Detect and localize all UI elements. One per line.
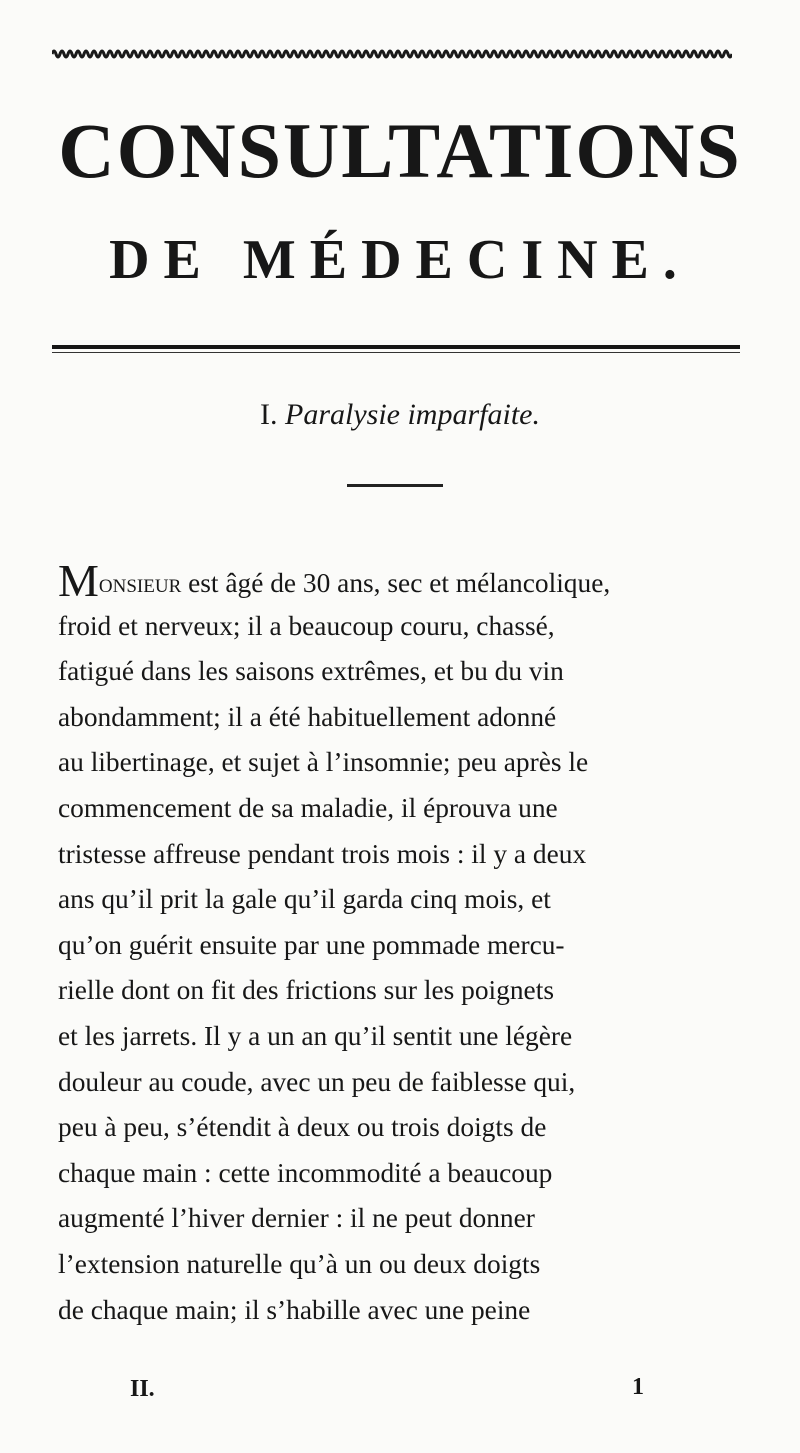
drop-cap: M <box>58 555 99 606</box>
wavy-ornamental-rule <box>52 44 732 64</box>
signature-mark: II. <box>130 1376 155 1402</box>
body-line: de chaque main; il s’habille avec une peine <box>58 1294 531 1325</box>
body-line: tristesse affreuse pendant trois mois : il y a deux <box>58 838 587 869</box>
body-line: qu’on guérit ensuite par une pommade mercu- <box>58 929 565 960</box>
body-line: douleur au coude, avec un peu de faiblesse qui, <box>58 1066 576 1097</box>
body-line: augmenté l’hiver dernier : il ne peut donner <box>58 1203 535 1234</box>
body-line: fatigué dans les saisons extrêmes, et bu du vin <box>58 656 564 687</box>
section-title: Paralysie imparfaite. <box>285 398 540 431</box>
body-line: et les jarrets. Il y a un an qu’il sentit une légère <box>58 1020 573 1051</box>
body-line: abondamment; il a été habituellement adonné <box>58 701 557 732</box>
body-line: froid et nerveux; il a beaucoup couru, chassé, <box>58 610 555 641</box>
body-line: peu à peu, s’étendit à deux ou trois doigts de <box>58 1112 547 1143</box>
signature-number: 1 <box>632 1374 644 1400</box>
body-line: rielle dont on fit des frictions sur les poignets <box>58 975 554 1006</box>
title-main: CONSULTATIONS <box>58 107 742 194</box>
body-line: commencement de sa maladie, il éprouva une <box>58 792 558 823</box>
body-line: chaque main : cette incommodité a beaucoup <box>58 1157 553 1188</box>
double-rule-thin <box>52 352 740 353</box>
section-heading <box>0 400 800 430</box>
section-number: I. <box>260 398 278 431</box>
title-sub: DE MÉDECINE. <box>109 229 691 291</box>
body-line: ans qu’il prit la gale qu’il garda cinq mois, et <box>58 884 551 915</box>
first-word-small-caps: onsieur <box>98 568 182 598</box>
section-divider <box>347 484 443 487</box>
body-line <box>58 555 750 606</box>
body-paragraph <box>58 555 750 1333</box>
body-line: au libertinage, et sujet à l’insomnie; peu après le <box>58 747 589 778</box>
double-rule-thick <box>52 345 740 349</box>
body-line: l’extension naturelle qu’à un ou deux doigts <box>58 1248 541 1279</box>
body-line-text: est âgé de 30 ans, sec et mélancolique, <box>181 568 611 598</box>
